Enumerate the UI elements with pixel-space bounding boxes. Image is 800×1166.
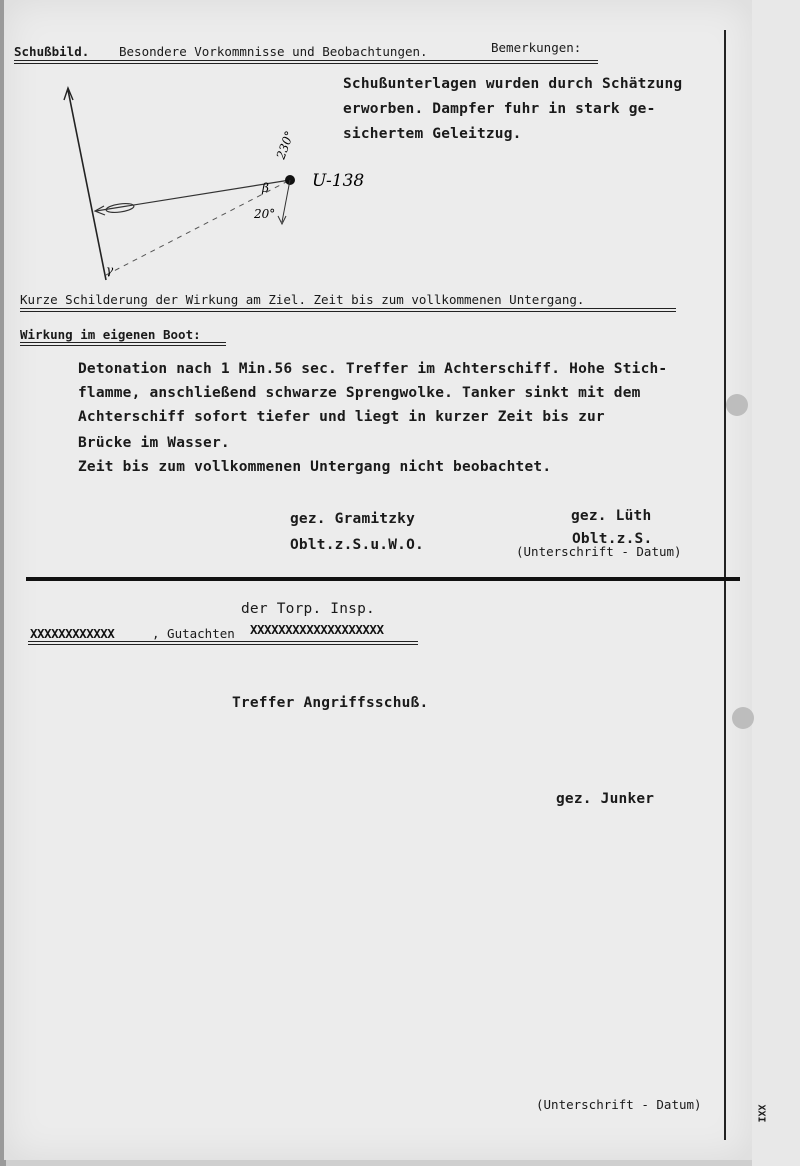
report-line-5: Zeit bis zum vollkommenen Untergang nicht beobachtet. — [78, 459, 552, 475]
gamma-label: γ — [106, 263, 114, 277]
target-ship-shape — [106, 202, 135, 214]
remarks-line-1: Schußunterlagen wurden durch Schätzung — [343, 76, 683, 92]
signature-left-rank: Oblt.z.S.u.W.O. — [290, 537, 424, 553]
heading-wirkung-boot: Wirkung im eigenen Boot: — [20, 327, 201, 342]
heading-wirkung-ziel: Kurze Schilderung der Wirkung am Ziel. Zeit bis zum vollkommenen Untergang. — [20, 292, 585, 307]
signature-left-name: gez. Gramitzky — [290, 511, 416, 527]
gutachten-underline — [28, 641, 418, 645]
wirkung-ziel-underline — [20, 308, 676, 312]
beta-label: β — [262, 181, 269, 195]
angle-top-label: 230° — [273, 129, 297, 162]
heading-schussbild: Schußbild. — [14, 44, 90, 59]
report-line-4: Brücke im Wasser. — [78, 435, 230, 451]
report-line-1: Detonation nach 1 Min.56 sec. Treffer im Achterschiff. Hohe Stich- — [78, 361, 668, 377]
inspection-caption: (Unterschrift - Datum) — [536, 1097, 702, 1112]
firing-diagram — [40, 80, 370, 290]
boat-heading-line — [282, 180, 290, 222]
punch-hole-top — [726, 394, 748, 416]
inspection-title: der Torp. Insp. — [241, 601, 375, 617]
punch-hole-bottom — [732, 707, 754, 729]
angle-bottom-label: 20° — [254, 207, 276, 221]
heading-vorkommnisse: Besondere Vorkommnisse und Beobachtungen. — [119, 44, 428, 59]
target-course-line — [68, 90, 106, 280]
remarks-line-3: sichertem Geleitzug. — [343, 126, 522, 142]
boat-label: U-138 — [312, 171, 365, 191]
wirkung-boot-underline — [20, 342, 226, 346]
section-divider — [26, 577, 740, 581]
verdict-text: Treffer Angriffsschuß. — [232, 695, 429, 711]
heading-bemerkungen: Bemerkungen: — [491, 40, 582, 55]
signature-right-caption: (Unterschrift - Datum) — [516, 544, 682, 559]
scan-right-margin — [752, 0, 800, 1166]
report-line-2: flamme, anschließend schwarze Sprengwolke. Tanker sinkt mit dem — [78, 385, 641, 401]
remarks-line-2: erworben. Dampfer fuhr in stark ge- — [343, 101, 656, 117]
margin-page-note: XXI — [755, 1104, 767, 1123]
gutachten-label: , Gutachten — [152, 626, 235, 641]
header-underline — [14, 60, 598, 64]
margin-rule — [724, 30, 726, 1140]
signature-right-rank: Oblt.z.S. — [572, 531, 653, 547]
struck-text-left: XXXXXXXXXXXX — [30, 626, 115, 641]
inspector-signature: gez. Junker — [556, 791, 655, 807]
struck-text-right: XXXXXXXXXXXXXXXXXXX — [250, 622, 384, 637]
report-line-3: Achterschiff sofort tiefer und liegt in kurzer Zeit bis zur — [78, 409, 605, 425]
signature-right-name: gez. Lüth — [571, 508, 652, 524]
